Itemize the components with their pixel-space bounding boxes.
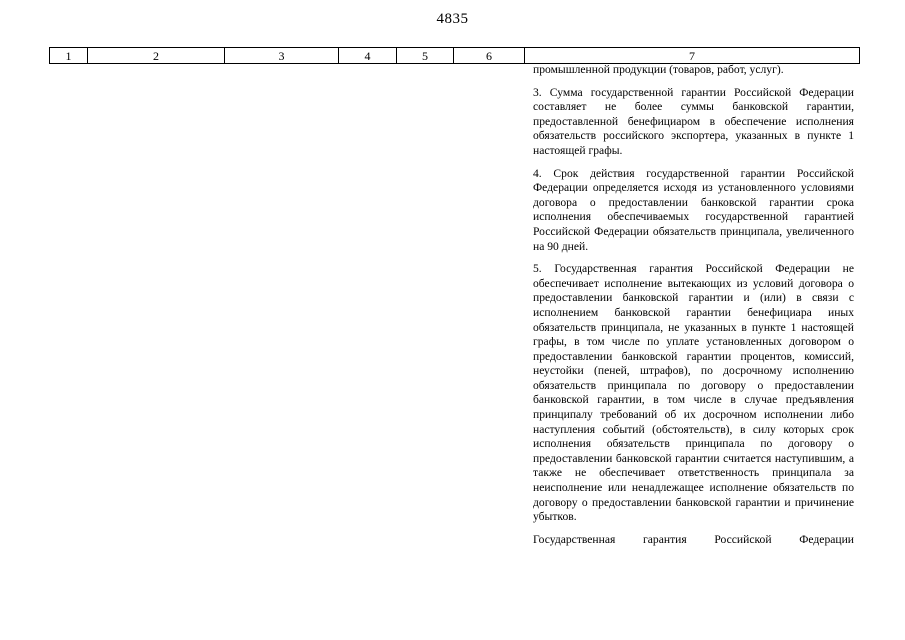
column-number-4: 4: [339, 48, 397, 64]
column-header-table: [49, 47, 860, 64]
column-number-5: 5: [397, 48, 454, 64]
column-7-text: [533, 63, 854, 555]
column-number-3: 3: [225, 48, 339, 64]
header-row: [50, 48, 860, 64]
column-number-7: 7: [525, 48, 860, 64]
paragraph-5: 5. Государственная гарантия Российской Федерации не обеспечивает исполнение вытекающих из условий договора о предоставлении банковской гарантии и (или) в связи с исполнением банковской гарантии бенефициара иных обязательств принципала, не указанных в пункте 1 настоящей графы, в том числе по уплате установленных договором о предоставлении банковской гарантии процентов, комиссий, неустойки (пеней, штрафов), по досрочному исполнению обязательств принципала по договору о предоставлении банковской гарантии, в том числе в случае предъявления принципалу требований об их досрочном исполнении либо наступления событий (обстоятельств), в силу которых срок исполнения обязательств принципала по договору о предоставлении банковской гарантии считается наступившим, а также не обеспечивает ответственность принципала за неисполнение или ненадлежащее исполнение обязательств по договору о предоставлении банковской гарантии и причинение убытков.: [533, 262, 854, 524]
column-number-1: 1: [50, 48, 88, 64]
column-number-6: 6: [454, 48, 525, 64]
paragraph-next: Государственная гарантия Российской Федерации: [533, 532, 854, 546]
page-number: 4835: [436, 11, 469, 27]
paragraph-3: 3. Сумма государственной гарантии Российской Федерации составляет не более суммы банковской гарантии, предоставленной бенефициаром в обеспечение исполнения обязательств российского экспортера, указанных в пункте 1 настоящей графы.: [533, 85, 854, 157]
paragraph-continuation: промышленной продукции (товаров, работ, услуг).: [533, 63, 784, 76]
paragraph-4: 4. Срок действия государственной гарантии Российской Федерации определяется исходя из установленного условиями договора о предоставлении банковской гарантии срока исполнения обеспечиваемых государственной гарантией Российской Федерации обязательств принципала, увеличенного на 90 дней.: [533, 166, 854, 253]
column-number-2: 2: [88, 48, 225, 64]
